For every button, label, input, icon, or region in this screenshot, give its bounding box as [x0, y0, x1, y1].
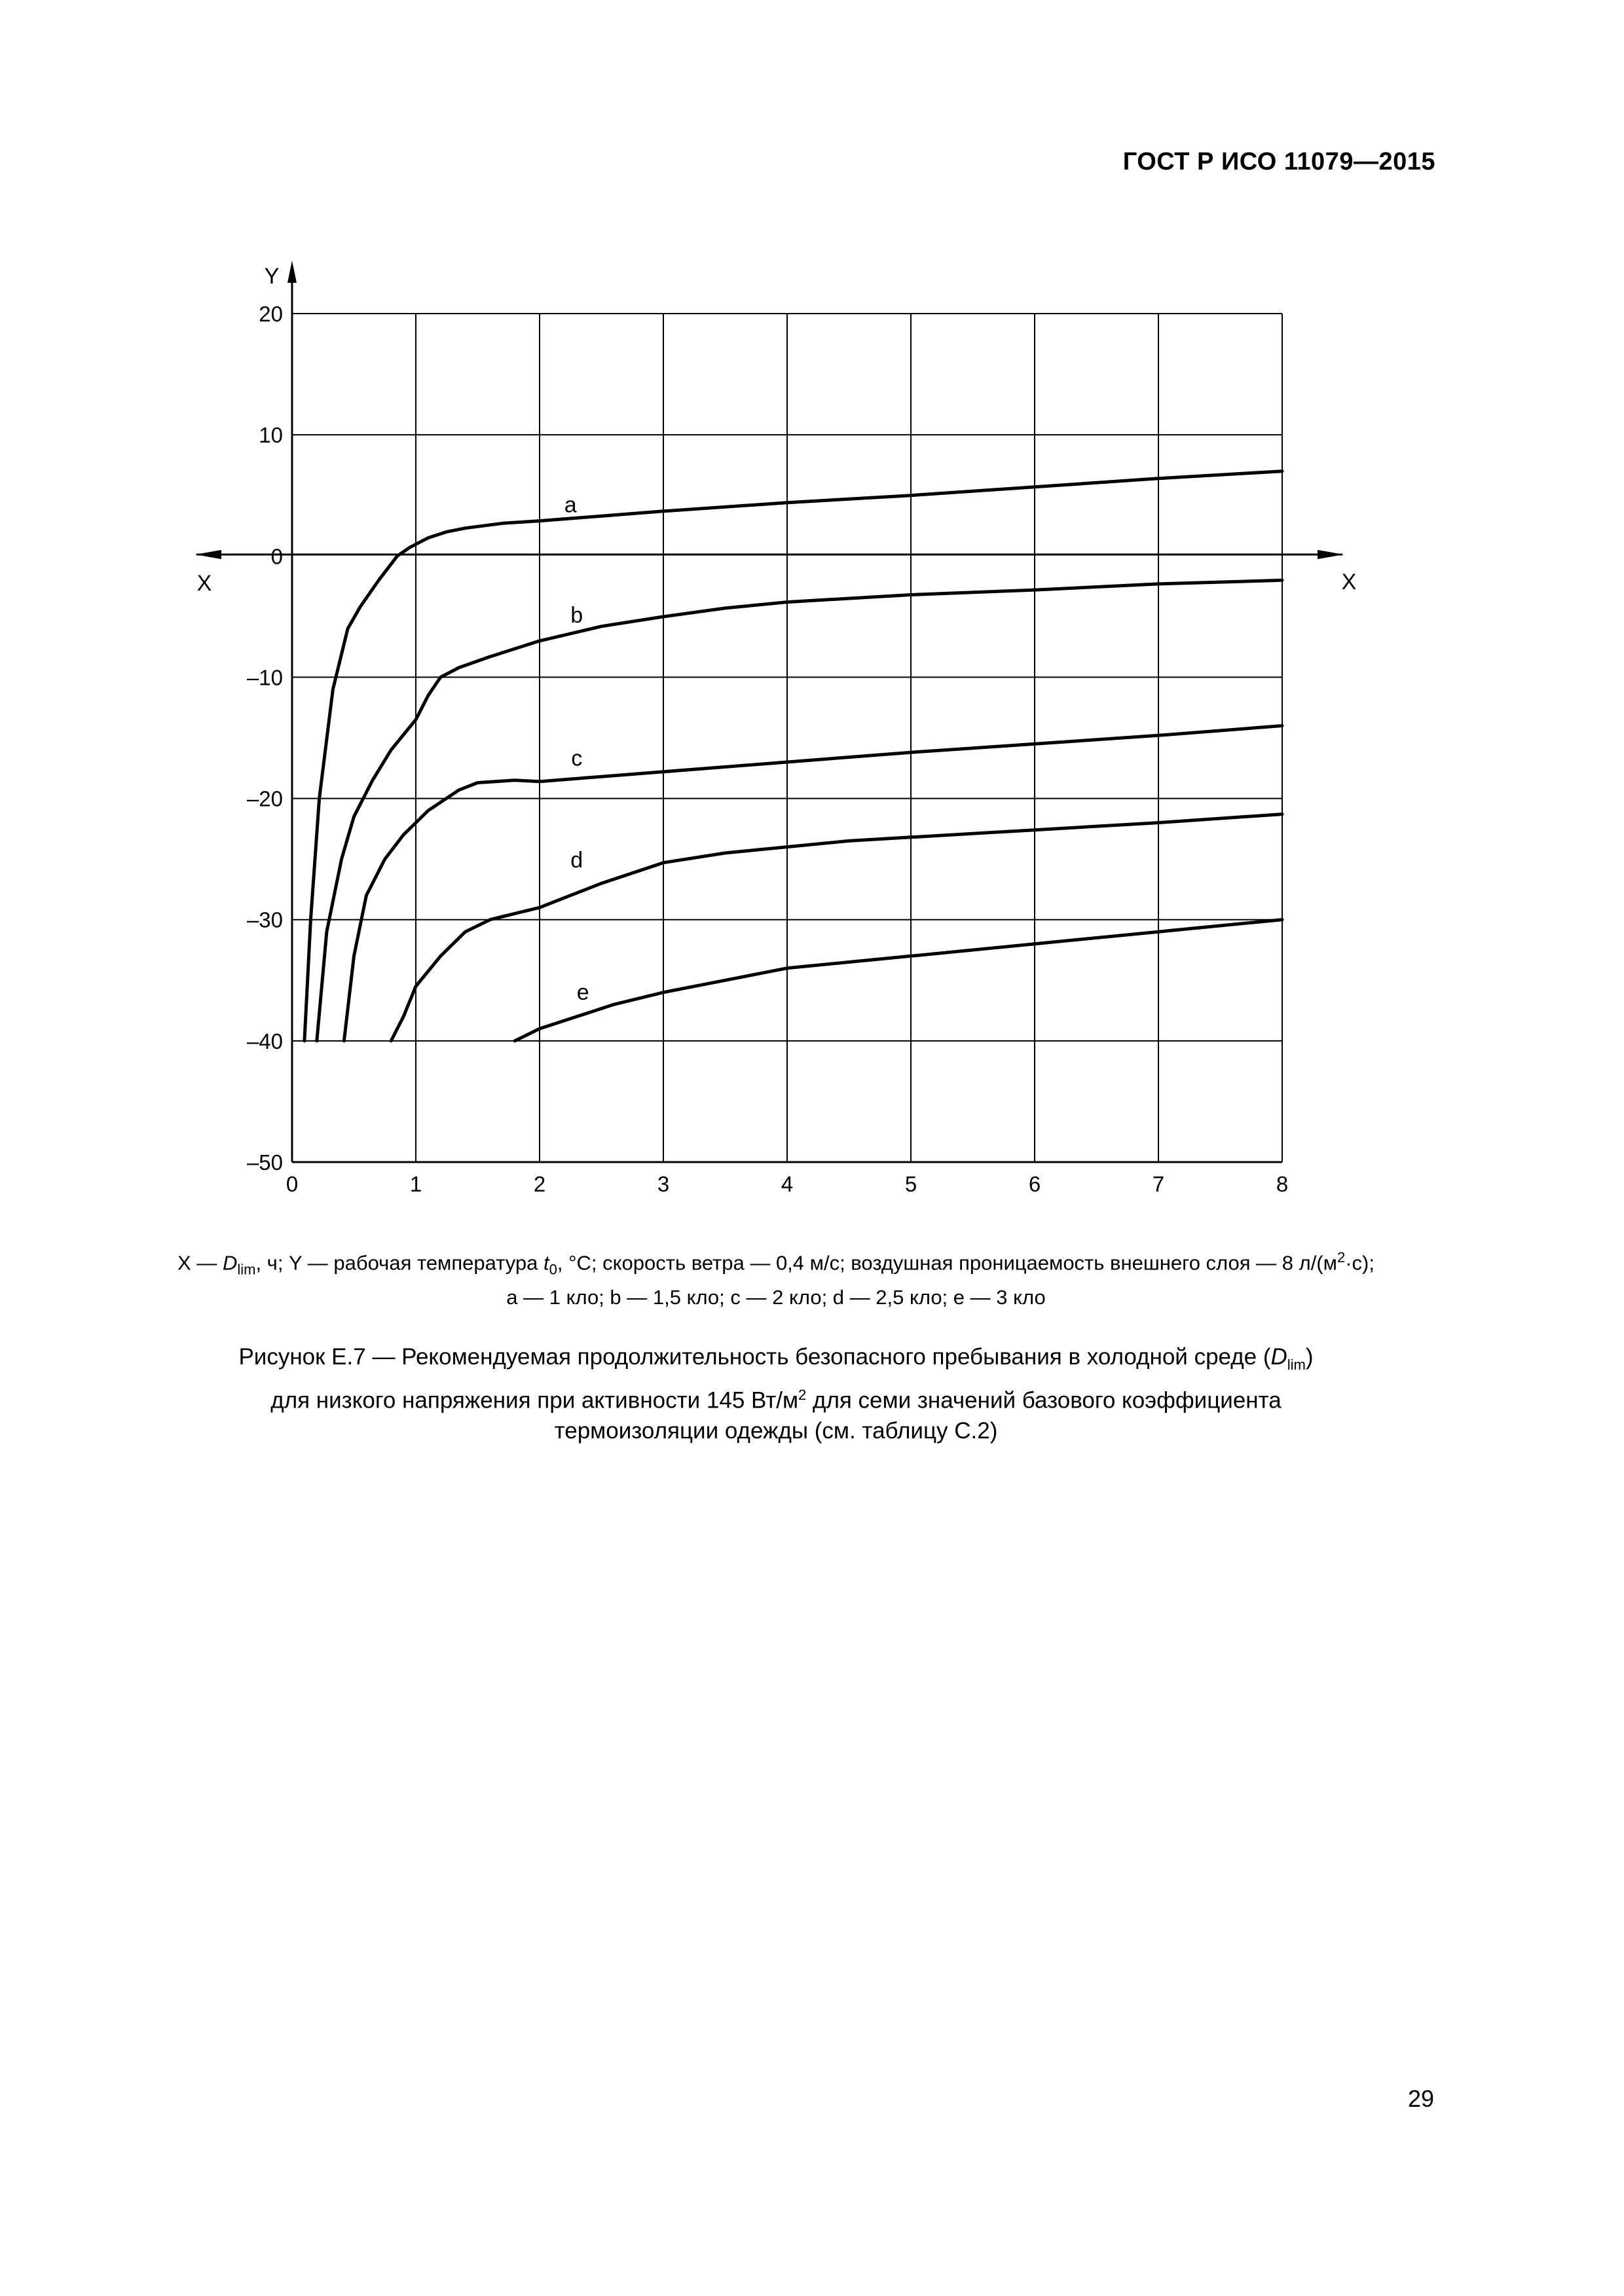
y-tick-label: 10	[259, 423, 283, 448]
curve-label-b: b	[570, 603, 583, 629]
y-axis-arrow	[287, 261, 297, 283]
page-number: 29	[1407, 2085, 1434, 2112]
x-tick-label: 2	[533, 1172, 546, 1196]
y-tick-label: –50	[246, 1150, 283, 1175]
caption-line-1: Рисунок Е.7 — Рекомендуемая продолжительность безопасного пребывания в холодной среде $(D_{lim})$	[238, 1344, 1314, 1373]
x-tick-label: 5	[904, 1172, 917, 1196]
x-axis-label-left: X	[196, 571, 212, 596]
document-header: ГОСТ Р ИСО 11079—2015	[1122, 148, 1435, 175]
series-line-c	[344, 726, 1282, 1041]
figure-caption	[111, 1342, 1441, 1446]
y-tick-label: –10	[246, 665, 283, 690]
x-tick-label: 4	[781, 1172, 794, 1196]
series-line-b	[317, 580, 1282, 1041]
y-tick-label: 0	[270, 544, 283, 569]
y-tick-label: –40	[246, 1029, 283, 1053]
chart-axes	[195, 261, 1356, 1162]
caption-line-3: термоизоляции одежды (см. таблицу С.2)	[554, 1417, 998, 1444]
series-line-d	[391, 814, 1282, 1041]
caption-line-2: для низкого напряжения при активности 145 $Вт/м^2$ для семи значений базового коэффициента	[270, 1387, 1282, 1413]
y-tick-label: –20	[246, 786, 283, 811]
x-axis-right-arrow	[1318, 550, 1344, 559]
y-tick-label: 20	[259, 302, 283, 326]
x-axis-label: X	[1341, 570, 1357, 594]
curve-label-a: a	[564, 492, 577, 518]
x-tick-label: 1	[409, 1172, 422, 1196]
curve-label-e: e	[576, 979, 589, 1005]
x-tick-label: 8	[1276, 1172, 1289, 1196]
series-line-a	[304, 471, 1282, 1041]
curve-label-c: c	[571, 746, 583, 771]
curve-label-d: d	[570, 848, 583, 873]
y-tick-label: –30	[246, 907, 283, 932]
series-line-e	[515, 920, 1282, 1041]
x-tick-label: 0	[286, 1172, 299, 1196]
x-tick-label: 6	[1028, 1172, 1041, 1196]
x-tick-label: 3	[657, 1172, 670, 1196]
x-tick-label: 7	[1152, 1172, 1165, 1196]
x-axis-left-arrow	[195, 550, 221, 559]
legend-line-2: a — 1 кло; b — 1,5 кло; c — 2 кло; d — 2,5 кло; e — 3 кло	[506, 1285, 1046, 1309]
y-axis-label: Y	[264, 264, 280, 289]
figure-legend	[111, 1244, 1441, 1311]
legend-line-1: X — $D_{lim}$, ч; Y — рабочая температура $t_0$, °С; скорость ветра — 0,4 м/с; воздушная проницаемость внешнего слоя — 8 $л/(м^2\cdot с)$;	[177, 1249, 1375, 1278]
